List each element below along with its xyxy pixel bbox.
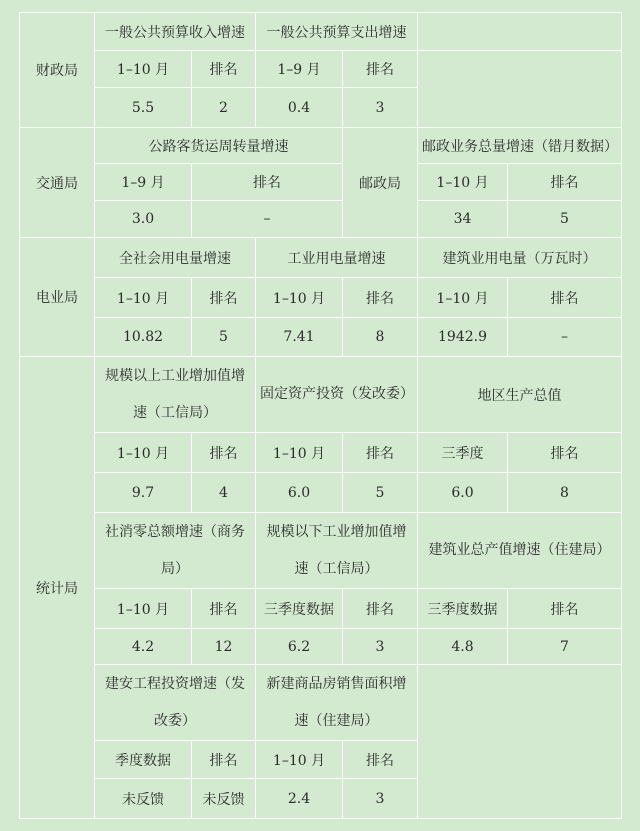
subheader-period: 1–10 月 [418,278,508,318]
rank-cell: 7 [508,629,622,665]
rank-cell: 3 [343,88,418,128]
subheader-rank: 排名 [508,589,622,629]
empty-cell [418,13,622,51]
subheader-rank: 排名 [192,278,256,318]
value-cell: 7.41 [256,318,343,357]
subheader-rank: 排名 [508,278,622,318]
rank-cell: 5 [508,201,622,238]
value-cell: 1942.9 [418,318,508,357]
value-cell: 4.2 [95,629,192,665]
subheader-period: 三季度数据 [256,589,343,629]
header-construction-power: 建筑业用电量（万瓦时） [418,238,622,278]
header-gdp: 地区生产总值 [418,357,622,433]
value-cell: 10.82 [95,318,192,357]
rank-cell: 未反馈 [192,779,256,819]
dept-transport: 交通局 [20,128,95,238]
header-freight-growth: 公路客货运周转量增速 [95,128,343,164]
value-cell: 0.4 [256,88,343,128]
rank-cell: 3 [343,779,418,819]
subheader-period: 三季度 [418,433,508,473]
rank-cell: 5 [343,473,418,513]
statistics-table [19,12,622,819]
subheader-period: 1–10 月 [256,433,343,473]
rank-cell: 4 [192,473,256,513]
header-revenue-growth: 一般公共预算收入增速 [95,13,256,51]
subheader-period: 1–10 月 [95,278,192,318]
value-cell: 5.5 [95,88,192,128]
header-industry-power: 工业用电量增速 [256,238,418,278]
header-construction-investment: 建安工程投资增速（发改委） [95,665,256,741]
subheader-period: 1–10 月 [256,278,343,318]
value-cell: 6.0 [418,473,508,513]
rank-cell: – [508,318,622,357]
value-cell: 2.4 [256,779,343,819]
rank-cell: 5 [192,318,256,357]
rank-cell: 2 [192,88,256,128]
subheader-period: 1–10 月 [418,164,508,201]
value-cell: 6.2 [256,629,343,665]
header-postal-growth: 邮政业务总量增速（错月数据） [418,128,622,164]
subheader-period: 1–10 月 [95,589,192,629]
header-fixed-asset: 固定资产投资（发改委） [256,357,418,433]
subheader-rank: 排名 [343,278,418,318]
header-expense-growth: 一般公共预算支出增速 [256,13,418,51]
subheader-period: 季度数据 [95,741,192,779]
value-cell: 未反馈 [95,779,192,819]
rank-cell: 3 [343,629,418,665]
header-retail: 社消零总额增速（商务局） [95,513,256,589]
rank-cell: 8 [343,318,418,357]
subheader-rank: 排名 [343,433,418,473]
dept-finance: 财政局 [20,13,95,128]
value-cell: 6.0 [256,473,343,513]
subheader-period: 1–9 月 [95,164,192,201]
empty-cell [418,665,622,819]
header-industrial-below: 规模以下工业增加值增速（工信局） [256,513,418,589]
dept-postal: 邮政局 [343,128,418,238]
value-cell: 9.7 [95,473,192,513]
subheader-period: 1–9 月 [256,51,343,88]
subheader-rank: 排名 [508,164,622,201]
header-industrial-above: 规模以上工业增加值增速（工信局） [95,357,256,433]
subheader-rank: 排名 [192,164,343,201]
rank-cell: 12 [192,629,256,665]
value-cell: 34 [418,201,508,238]
header-housing-sales: 新建商品房销售面积增速（住建局） [256,665,418,741]
header-society-power: 全社会用电量增速 [95,238,256,278]
value-cell: 4.8 [418,629,508,665]
subheader-rank: 排名 [192,433,256,473]
value-cell: 3.0 [95,201,192,238]
subheader-rank: 排名 [192,51,256,88]
subheader-rank: 排名 [192,589,256,629]
rank-cell: 8 [508,473,622,513]
subheader-period: 1–10 月 [95,433,192,473]
subheader-rank: 排名 [343,589,418,629]
rank-cell: – [192,201,343,238]
subheader-rank: 排名 [192,741,256,779]
subheader-rank: 排名 [508,433,622,473]
subheader-rank: 排名 [343,51,418,88]
empty-cell [418,51,622,128]
subheader-rank: 排名 [343,741,418,779]
subheader-period: 1–10 月 [95,51,192,88]
dept-statistics: 统计局 [20,357,95,819]
header-construction-output: 建筑业总产值增速（住建局） [418,513,622,589]
dept-power: 电业局 [20,238,95,357]
subheader-period: 1–10 月 [256,741,343,779]
subheader-period: 三季度数据 [418,589,508,629]
